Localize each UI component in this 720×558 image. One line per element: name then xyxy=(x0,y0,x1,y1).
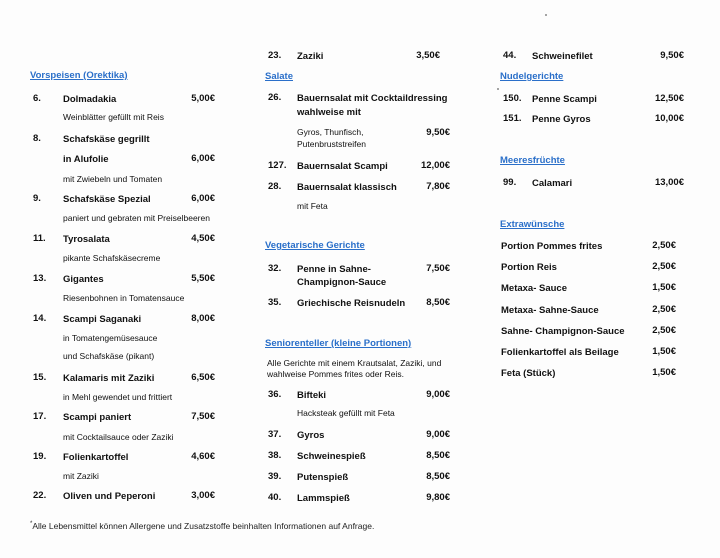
item-number: 40. xyxy=(268,492,282,503)
item-description: Hacksteak gefüllt mit Feta xyxy=(297,408,395,418)
item-number: 151. xyxy=(503,113,522,124)
item-name: Bauernsalat Scampi xyxy=(297,161,388,172)
menu-item xyxy=(265,160,455,174)
item-name: Zaziki xyxy=(297,51,324,62)
item-name: Putenspieß xyxy=(297,472,349,483)
item-number: 9. xyxy=(33,193,41,204)
allergen-footnote xyxy=(30,521,374,531)
item-name: Penne Gyros xyxy=(532,114,591,125)
menu-item xyxy=(265,181,455,195)
menu-item xyxy=(30,411,215,425)
item-number: 150. xyxy=(503,93,522,104)
item-name: Scampi Saganaki xyxy=(63,314,142,325)
section-note: Alle Gerichte mit einem Krautsalat, Zaziki, und wahlweise Pommes frites oder Reis. xyxy=(267,358,442,379)
item-description: in Tomatengemüsesauce xyxy=(63,333,158,343)
extra-name: Portion Reis xyxy=(501,262,557,273)
item-description: Weinblätter gefüllt mit Reis xyxy=(63,112,164,122)
item-number: 13. xyxy=(33,273,47,284)
item-number: 99. xyxy=(503,177,517,188)
item-price: 9,50€ xyxy=(426,127,450,138)
section-heading-vorspeisen: Vorspeisen (Orektika) xyxy=(30,70,128,81)
item-price: 12,00€ xyxy=(420,160,450,171)
item-price: 13,00€ xyxy=(654,177,684,188)
item-description: mit Cocktailsauce oder Zaziki xyxy=(63,432,174,442)
extra-name: Folienkartoffel als Beilage xyxy=(501,347,619,358)
extra-item xyxy=(500,325,690,339)
item-number: 14. xyxy=(33,313,47,324)
extra-price: 1,50€ xyxy=(652,346,676,357)
item-price: 6,50€ xyxy=(191,372,215,383)
menu-item xyxy=(265,429,455,443)
menu-item xyxy=(30,233,215,247)
footnote-marker: * xyxy=(30,521,33,528)
item-price: 8,50€ xyxy=(426,471,450,482)
item-name: Griechische Reisnudeln xyxy=(297,298,406,309)
item-number: 8. xyxy=(33,133,41,144)
item-price: 8,50€ xyxy=(426,297,450,308)
item-number: 37. xyxy=(268,429,282,440)
item-name: Kalamaris mit Zaziki xyxy=(63,373,155,384)
item-price: 10,00€ xyxy=(654,113,684,124)
section-heading-extrawuensche: Extrawünsche xyxy=(500,219,565,230)
menu-item xyxy=(30,133,215,147)
extra-name: Sahne- Champignon-Sauce xyxy=(501,326,625,337)
item-number: 36. xyxy=(268,389,282,400)
item-description: Gyros, Thunfisch, xyxy=(297,127,364,137)
extra-price: 1,50€ xyxy=(652,282,676,293)
item-price: 6,00€ xyxy=(191,153,215,164)
menu-item xyxy=(30,273,215,287)
item-price: 3,50€ xyxy=(416,50,440,61)
extra-name: Metaxa- Sauce xyxy=(501,283,568,294)
item-number: 15. xyxy=(33,372,47,383)
item-price: 9,00€ xyxy=(426,429,450,440)
item-number: 6. xyxy=(33,93,41,104)
item-number: 38. xyxy=(268,450,282,461)
item-number: 44. xyxy=(503,50,517,61)
item-price: 4,50€ xyxy=(191,233,215,244)
scan-speck xyxy=(545,14,547,16)
extra-price: 2,50€ xyxy=(652,261,676,272)
footnote-text: Alle Lebensmittel können Allergene und Zusatzstoffe beinhalten Informationen auf Anfrage. xyxy=(32,521,375,531)
section-heading-seniorenteller: Seniorenteller (kleine Portionen) xyxy=(265,338,412,349)
item-price: 9,00€ xyxy=(426,389,450,400)
item-price: 5,00€ xyxy=(191,93,215,104)
item-price: 7,50€ xyxy=(191,411,215,422)
item-price: 5,50€ xyxy=(191,273,215,284)
item-name: Gigantes xyxy=(63,274,104,285)
item-description: paniert und gebraten mit Preiselbeeren xyxy=(63,213,210,223)
item-name: Scampi paniert xyxy=(63,412,132,423)
item-name-line2: Champignon-Sauce xyxy=(297,277,387,288)
item-name: Penne Scampi xyxy=(532,94,597,105)
item-price: 8,00€ xyxy=(191,313,215,324)
menu-item xyxy=(30,451,215,465)
extra-price: 1,50€ xyxy=(652,367,676,378)
item-name-line2: wahlweise mit xyxy=(297,107,361,118)
menu-item xyxy=(30,93,215,107)
item-number: 32. xyxy=(268,263,282,274)
extra-item xyxy=(500,304,690,318)
item-number: 127. xyxy=(268,160,287,171)
item-price: 9,50€ xyxy=(660,50,684,61)
item-number: 23. xyxy=(268,50,282,61)
item-price: 12,50€ xyxy=(654,93,684,104)
item-number: 28. xyxy=(268,181,282,192)
section-heading-meeresfruechte: Meeresfrüchte xyxy=(500,155,565,166)
item-name: Tyrosalata xyxy=(63,234,110,245)
item-name: Calamari xyxy=(532,178,573,189)
item-name: Dolmadakia xyxy=(63,94,117,105)
item-price: 4,60€ xyxy=(191,451,215,462)
item-description: Putenbruststreifen xyxy=(297,139,366,149)
item-price: 7,80€ xyxy=(426,181,450,192)
extra-item xyxy=(500,367,690,381)
item-number: 35. xyxy=(268,297,282,308)
item-name: Bauernsalat klassisch xyxy=(297,182,397,193)
extra-name: Feta (Stück) xyxy=(501,368,556,379)
item-name: Schafskäse gegrillt xyxy=(63,134,150,145)
item-name: Bauernsalat mit Cocktaildressing xyxy=(297,93,448,104)
extra-item xyxy=(500,282,690,296)
menu-item xyxy=(30,313,215,327)
extra-name: Portion Pommes frites xyxy=(501,241,603,252)
menu-item xyxy=(265,50,455,64)
menu-item xyxy=(265,471,455,485)
item-description: mit Zwiebeln und Tomaten xyxy=(63,174,163,184)
scan-speck xyxy=(497,88,499,90)
item-description: und Schafskäse (pikant) xyxy=(63,351,155,361)
menu-item xyxy=(500,177,690,191)
menu-item xyxy=(500,93,690,107)
item-name: Penne in Sahne- xyxy=(297,264,371,275)
section-heading-vegetarisch: Vegetarische Gerichte xyxy=(265,240,365,251)
menu-item xyxy=(500,113,690,127)
extra-price: 2,50€ xyxy=(652,304,676,315)
item-name: Folienkartoffel xyxy=(63,452,129,463)
menu-item xyxy=(265,92,455,106)
menu-item xyxy=(265,492,455,506)
item-number: 22. xyxy=(33,490,47,501)
menu-item xyxy=(30,193,215,207)
menu-item xyxy=(265,263,455,277)
item-description: in Mehl gewendet und frittiert xyxy=(63,392,173,402)
extra-item xyxy=(500,240,690,254)
item-name: Gyros xyxy=(297,430,325,441)
menu-item xyxy=(30,490,215,504)
item-name-line2: in Alufolie xyxy=(63,154,109,165)
menu-item xyxy=(30,372,215,386)
item-name: Schweinefilet xyxy=(532,51,593,62)
item-name: Schweinespieß xyxy=(297,451,366,462)
item-price: 9,80€ xyxy=(426,492,450,503)
item-number: 17. xyxy=(33,411,47,422)
item-price: 3,00€ xyxy=(191,490,215,501)
menu-item xyxy=(265,297,455,311)
item-price: 8,50€ xyxy=(426,450,450,461)
item-number: 19. xyxy=(33,451,47,462)
item-name: Lammspieß xyxy=(297,493,350,504)
extra-item xyxy=(500,261,690,275)
item-price: 7,50€ xyxy=(426,263,450,274)
extra-item xyxy=(500,346,690,360)
item-number: 26. xyxy=(268,92,282,103)
item-price: 6,00€ xyxy=(191,193,215,204)
item-name: Schafskäse Spezial xyxy=(63,194,151,205)
menu-item xyxy=(500,50,690,64)
section-heading-nudelgerichte: Nudelgerichte xyxy=(500,71,564,82)
menu-item xyxy=(265,450,455,464)
item-name: Oliven und Peperoni xyxy=(63,491,156,502)
item-number: 11. xyxy=(33,233,46,244)
extra-price: 2,50€ xyxy=(652,325,676,336)
extra-price: 2,50€ xyxy=(652,240,676,251)
item-description: Riesenbohnen in Tomatensauce xyxy=(63,293,185,303)
item-description: pikante Schafskäsecreme xyxy=(63,253,161,263)
menu-item xyxy=(265,389,455,403)
item-number: 39. xyxy=(268,471,282,482)
section-heading-salate: Salate xyxy=(265,71,293,82)
item-name: Bifteki xyxy=(297,390,327,401)
item-description: mit Zaziki xyxy=(63,471,99,481)
extra-name: Metaxa- Sahne-Sauce xyxy=(501,305,599,316)
item-description: mit Feta xyxy=(297,201,328,211)
